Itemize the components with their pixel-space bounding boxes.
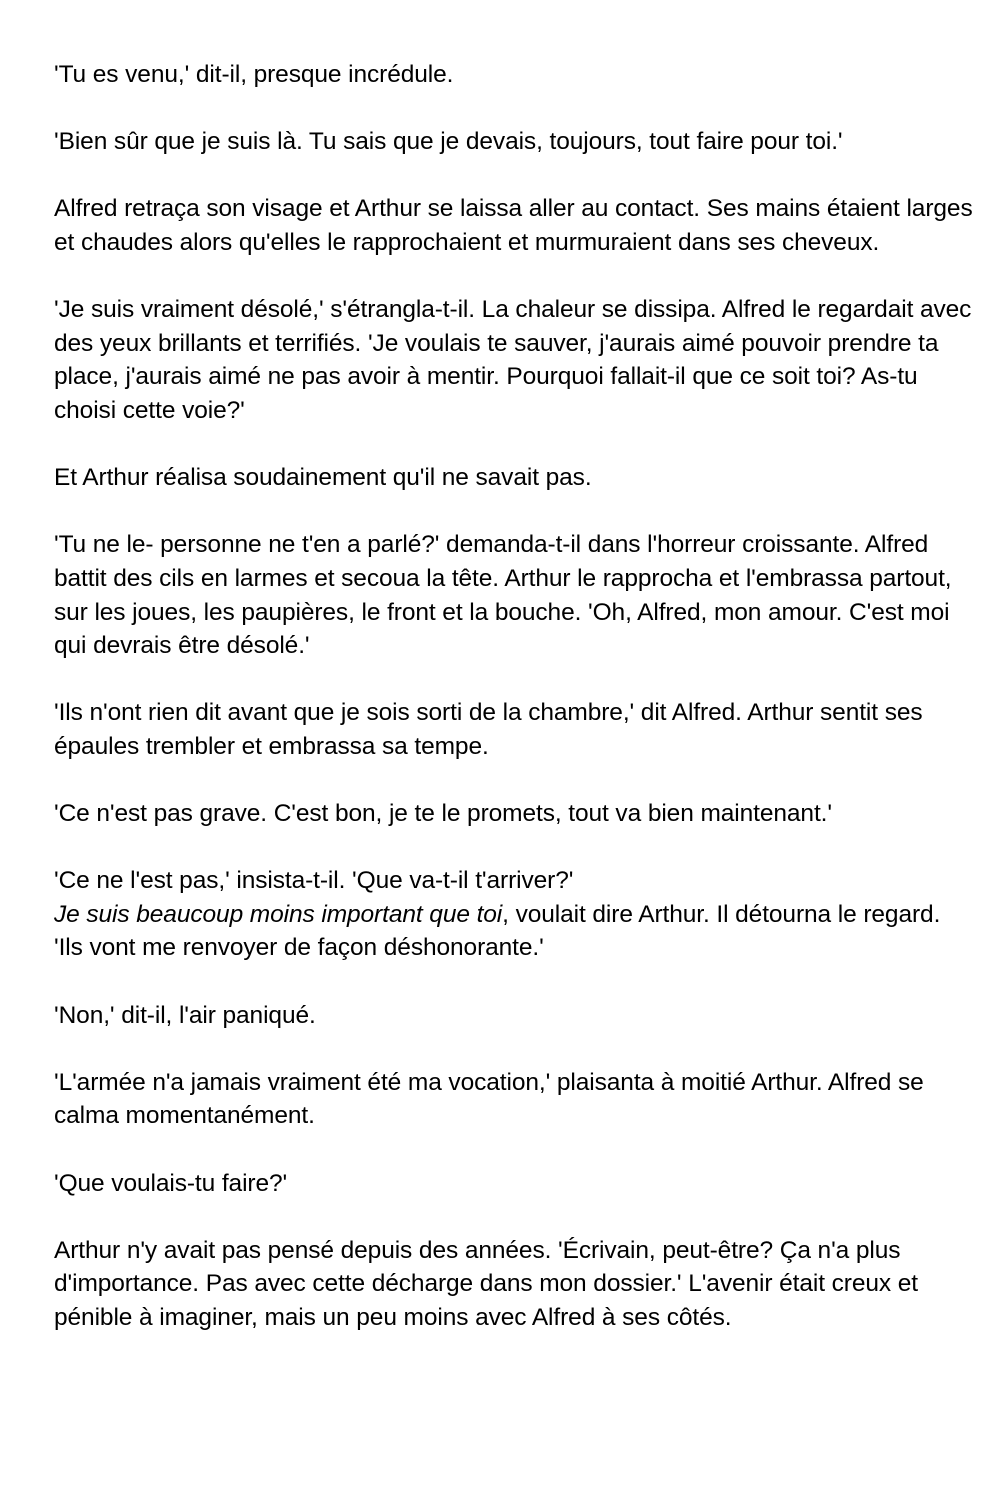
paragraph-10-rest: , voulait dire Arthur. Il détourna le regard. 'Ils vont me renvoyer de façon déshonorante.' xyxy=(54,900,941,962)
paragraph-6: 'Tu ne le- personne ne t'en a parlé?' demanda-t-il dans l'horreur croissante. Alfred battit des cils en larmes et secoua la tête. Arthur le rapprocha et l'embrassa partout, sur les joues, les paupières, le front et la bouche. 'Oh, Alfred, mon amour. C'est moi qui devrais être désolé.' xyxy=(54,531,952,660)
paragraph-11: 'Non,' dit-il, l'air paniqué. xyxy=(54,1001,316,1029)
paragraph-10 xyxy=(54,898,974,965)
paragraph-12: 'L'armée n'a jamais vraiment été ma vocation,' plaisanta à moitié Arthur. Alfred se calma momentanément. xyxy=(54,1068,924,1130)
document-page xyxy=(54,58,974,1368)
paragraph-4: 'Je suis vraiment désolé,' s'étrangla-t-il. La chaleur se dissipa. Alfred le regardait avec des yeux brillants et terrifiés. 'Je voulais te sauver, j'aurais aimé pouvoir prendre ta place, j'aurais aimé ne pas avoir à mentir. Pourquoi fallait-il que ce soit toi? As-tu choisi cette voie?' xyxy=(54,296,972,424)
paragraph-10-italic: Je suis beaucoup moins important que toi xyxy=(54,900,503,928)
paragraph-2: 'Bien sûr que je suis là. Tu sais que je devais, toujours, tout faire pour toi.' xyxy=(54,128,843,156)
paragraph-5: Et Arthur réalisa soudainement qu'il ne savait pas. xyxy=(54,464,592,492)
paragraph-1: 'Tu es venu,' dit-il, presque incrédule. xyxy=(54,61,454,88)
paragraph-7: 'Ils n'ont rien dit avant que je sois sorti de la chambre,' dit Alfred. Arthur sentit ses épaules trembler et embrassa sa tempe. xyxy=(54,699,923,760)
paragraph-13: 'Que voulais-tu faire?' xyxy=(54,1169,288,1197)
paragraph-14: Arthur n'y avait pas pensé depuis des années. 'Écrivain, peut-être? Ça n'a plus d'importance. Pas avec cette décharge dans mon dossier.' L'avenir était creux et pénible à imaginer, mais un peu moins avec Alfred à ses côtés. xyxy=(54,1236,919,1331)
paragraph-9: 'Ce ne l'est pas,' insista-t-il. 'Que va-t-il t'arriver?' xyxy=(54,867,574,895)
paragraph-3: Alfred retraça son visage et Arthur se laissa aller au contact. Ses mains étaient larges et chaudes alors qu'elles le rapprochaient et murmuraient dans ses cheveux. xyxy=(54,195,973,256)
paragraph-8: 'Ce n'est pas grave. C'est bon, je te le promets, tout va bien maintenant.' xyxy=(54,800,832,828)
